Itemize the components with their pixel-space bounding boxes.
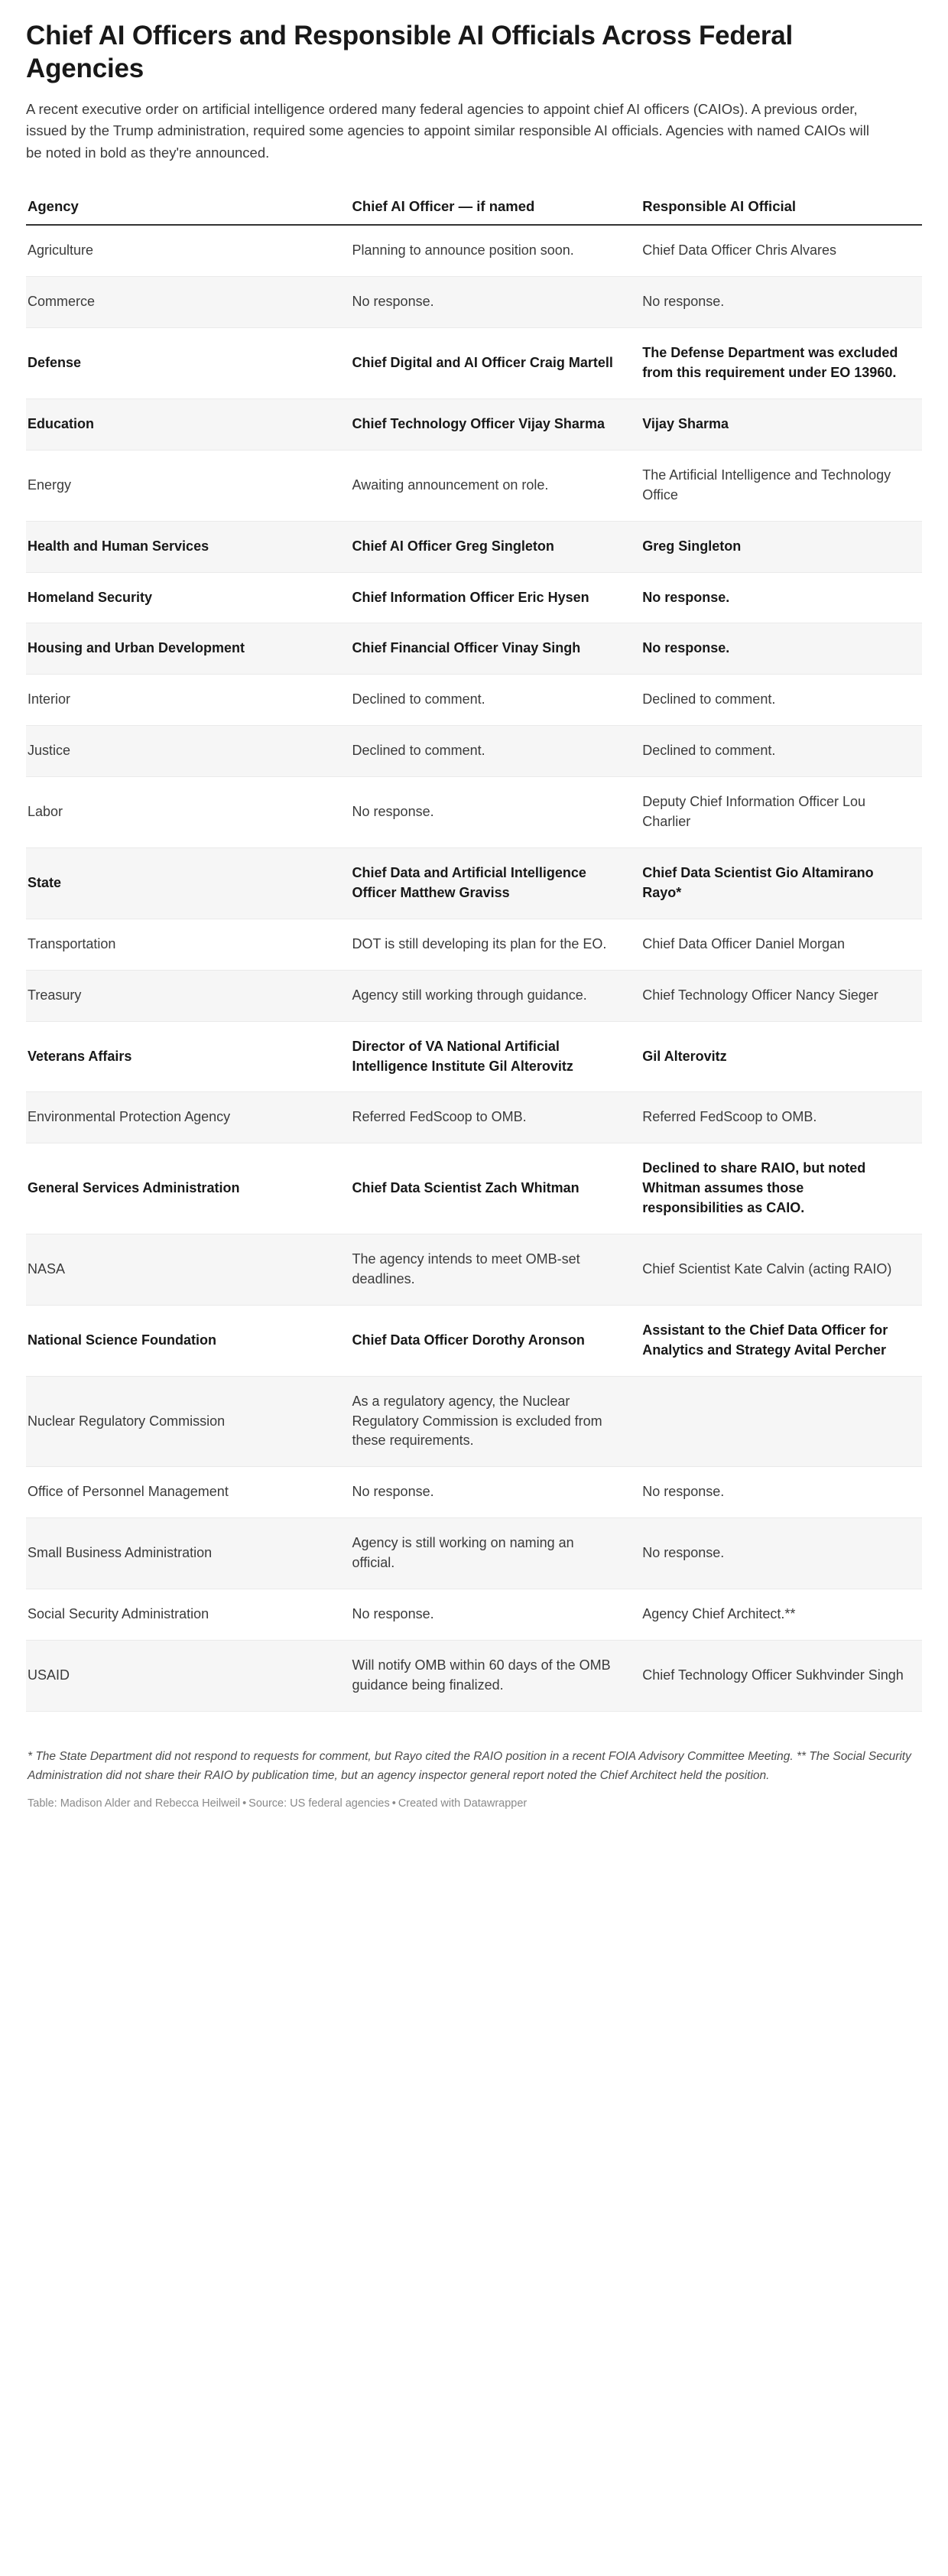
cell-agency: Small Business Administration <box>26 1518 342 1589</box>
credit-separator-1: • <box>242 1797 247 1810</box>
cell-chief-ai-officer: Chief Financial Officer Vinay Singh <box>342 623 632 675</box>
cell-chief-ai-officer: As a regulatory agency, the Nuclear Regulatory Commission is excluded from these requirements. <box>342 1376 632 1467</box>
cell-responsible-ai-official: Assistant to the Chief Data Officer for Analytics and Strategy Avital Percher <box>631 1305 922 1376</box>
cell-agency: Office of Personnel Management <box>26 1467 342 1518</box>
cell-chief-ai-officer: Chief Data and Artificial Intelligence Officer Matthew Graviss <box>342 847 632 919</box>
cell-responsible-ai-official <box>631 1376 922 1467</box>
table-row <box>26 777 922 848</box>
table-row <box>26 1092 922 1143</box>
cell-responsible-ai-official: No response. <box>631 1518 922 1589</box>
table-row <box>26 919 922 970</box>
table-row <box>26 1376 922 1467</box>
cell-responsible-ai-official: No response. <box>631 277 922 328</box>
cell-responsible-ai-official: Vijay Sharma <box>631 398 922 450</box>
cell-responsible-ai-official: Chief Data Officer Daniel Morgan <box>631 919 922 970</box>
cell-chief-ai-officer: Chief Information Officer Eric Hysen <box>342 572 632 623</box>
cell-chief-ai-officer: Awaiting announcement on role. <box>342 450 632 521</box>
table-row <box>26 1305 922 1376</box>
table-row <box>26 398 922 450</box>
table-body <box>26 225 922 1711</box>
table-row <box>26 521 922 572</box>
cell-chief-ai-officer: Chief Technology Officer Vijay Sharma <box>342 398 632 450</box>
agencies-table <box>26 197 922 1712</box>
cell-agency: Agriculture <box>26 225 342 276</box>
table-row <box>26 847 922 919</box>
cell-chief-ai-officer: Chief AI Officer Greg Singleton <box>342 521 632 572</box>
cell-chief-ai-officer: Planning to announce position soon. <box>342 225 632 276</box>
cell-agency: Veterans Affairs <box>26 1021 342 1092</box>
cell-chief-ai-officer: Declined to comment. <box>342 726 632 777</box>
table-row <box>26 1143 922 1234</box>
cell-agency: USAID <box>26 1641 342 1712</box>
cell-agency: National Science Foundation <box>26 1305 342 1376</box>
cell-chief-ai-officer: Chief Data Scientist Zach Whitman <box>342 1143 632 1234</box>
cell-responsible-ai-official: Chief Technology Officer Nancy Sieger <box>631 970 922 1021</box>
cell-agency: Interior <box>26 675 342 726</box>
cell-agency: Justice <box>26 726 342 777</box>
cell-agency: General Services Administration <box>26 1143 342 1234</box>
cell-agency: Defense <box>26 328 342 399</box>
page-description: A recent executive order on artificial intelligence ordered many federal agencies to appoint chief AI officers (CAIOs). A previous order, issued by the Trump administration, required some agencies to appoint similar responsible AI officials. Agencies with named CAIOs will be noted in bold as they're announced. <box>26 101 869 161</box>
table-row <box>26 572 922 623</box>
table-header <box>26 197 922 226</box>
cell-chief-ai-officer: Director of VA National Artificial Intelligence Institute Gil Alterovitz <box>342 1021 632 1092</box>
cell-chief-ai-officer: No response. <box>342 777 632 848</box>
table-row <box>26 623 922 675</box>
cell-chief-ai-officer: The agency intends to meet OMB-set deadlines. <box>342 1234 632 1306</box>
cell-chief-ai-officer: No response. <box>342 277 632 328</box>
table-row <box>26 450 922 521</box>
cell-chief-ai-officer: Chief Data Officer Dorothy Aronson <box>342 1305 632 1376</box>
cell-responsible-ai-official: Referred FedScoop to OMB. <box>631 1092 922 1143</box>
table-row <box>26 225 922 276</box>
cell-responsible-ai-official: Chief Technology Officer Sukhvinder Singh <box>631 1641 922 1712</box>
cell-agency: Education <box>26 398 342 450</box>
table-row <box>26 1518 922 1589</box>
cell-agency: Housing and Urban Development <box>26 623 342 675</box>
table-credit <box>26 1796 922 1813</box>
table-row <box>26 675 922 726</box>
table-row <box>26 1641 922 1712</box>
credit-tool[interactable]: Created with Datawrapper <box>398 1797 528 1810</box>
table-row <box>26 1589 922 1641</box>
cell-chief-ai-officer: No response. <box>342 1467 632 1518</box>
credit-separator-2: • <box>391 1797 396 1810</box>
credit-table-authors: Table: Madison Alder and Rebecca Heilweil <box>28 1797 241 1810</box>
credit-source: Source: US federal agencies <box>248 1797 390 1810</box>
cell-agency: Environmental Protection Agency <box>26 1092 342 1143</box>
cell-agency: Treasury <box>26 970 342 1021</box>
table-footnotes: * The State Department did not respond to requests for comment, but Rayo cited the RAIO position in a recent FOIA Advisory Committee Meeting. ** The Social Security Administration did not share their RAIO by publication time, but an agency inspector general report noted the Chief Architect held the position. <box>28 1749 911 1782</box>
cell-agency: NASA <box>26 1234 342 1306</box>
cell-responsible-ai-official: No response. <box>631 572 922 623</box>
cell-chief-ai-officer: Referred FedScoop to OMB. <box>342 1092 632 1143</box>
cell-chief-ai-officer: No response. <box>342 1589 632 1641</box>
cell-responsible-ai-official: Agency Chief Architect.** <box>631 1589 922 1641</box>
cell-chief-ai-officer: Agency still working through guidance. <box>342 970 632 1021</box>
column-header-responsible-ai-official[interactable]: Responsible AI Official <box>631 197 922 226</box>
table-row <box>26 1467 922 1518</box>
page-title: Chief AI Officers and Responsible AI Officials Across Federal Agencies <box>26 21 794 83</box>
cell-agency: Nuclear Regulatory Commission <box>26 1376 342 1467</box>
cell-chief-ai-officer: DOT is still developing its plan for the EO. <box>342 919 632 970</box>
table-row <box>26 726 922 777</box>
cell-responsible-ai-official: Gil Alterovitz <box>631 1021 922 1092</box>
cell-responsible-ai-official: Deputy Chief Information Officer Lou Charlier <box>631 777 922 848</box>
table-row <box>26 277 922 328</box>
column-header-agency[interactable]: Agency <box>26 197 342 226</box>
cell-responsible-ai-official: Declined to comment. <box>631 675 922 726</box>
cell-chief-ai-officer: Will notify OMB within 60 days of the OMB guidance being finalized. <box>342 1641 632 1712</box>
cell-agency: Energy <box>26 450 342 521</box>
cell-agency: State <box>26 847 342 919</box>
cell-responsible-ai-official: Chief Data Officer Chris Alvares <box>631 225 922 276</box>
cell-agency: Social Security Administration <box>26 1589 342 1641</box>
cell-responsible-ai-official: Declined to share RAIO, but noted Whitman assumes those responsibilities as CAIO. <box>631 1143 922 1234</box>
cell-responsible-ai-official: Chief Data Scientist Gio Altamirano Rayo* <box>631 847 922 919</box>
table-header-row <box>26 197 922 226</box>
cell-responsible-ai-official: Declined to comment. <box>631 726 922 777</box>
table-row <box>26 970 922 1021</box>
cell-agency: Health and Human Services <box>26 521 342 572</box>
cell-agency: Transportation <box>26 919 342 970</box>
cell-chief-ai-officer: Declined to comment. <box>342 675 632 726</box>
table-row <box>26 1021 922 1092</box>
table-row <box>26 1234 922 1306</box>
cell-responsible-ai-official: No response. <box>631 1467 922 1518</box>
table-row <box>26 328 922 399</box>
cell-responsible-ai-official: The Artificial Intelligence and Technology Office <box>631 450 922 521</box>
column-header-chief-ai-officer[interactable]: Chief AI Officer — if named <box>342 197 632 226</box>
cell-chief-ai-officer: Chief Digital and AI Officer Craig Martell <box>342 328 632 399</box>
cell-agency: Homeland Security <box>26 572 342 623</box>
cell-chief-ai-officer: Agency is still working on naming an official. <box>342 1518 632 1589</box>
cell-agency: Labor <box>26 777 342 848</box>
cell-agency: Commerce <box>26 277 342 328</box>
cell-responsible-ai-official: Greg Singleton <box>631 521 922 572</box>
cell-responsible-ai-official: No response. <box>631 623 922 675</box>
cell-responsible-ai-official: The Defense Department was excluded from this requirement under EO 13960. <box>631 328 922 399</box>
cell-responsible-ai-official: Chief Scientist Kate Calvin (acting RAIO) <box>631 1234 922 1306</box>
